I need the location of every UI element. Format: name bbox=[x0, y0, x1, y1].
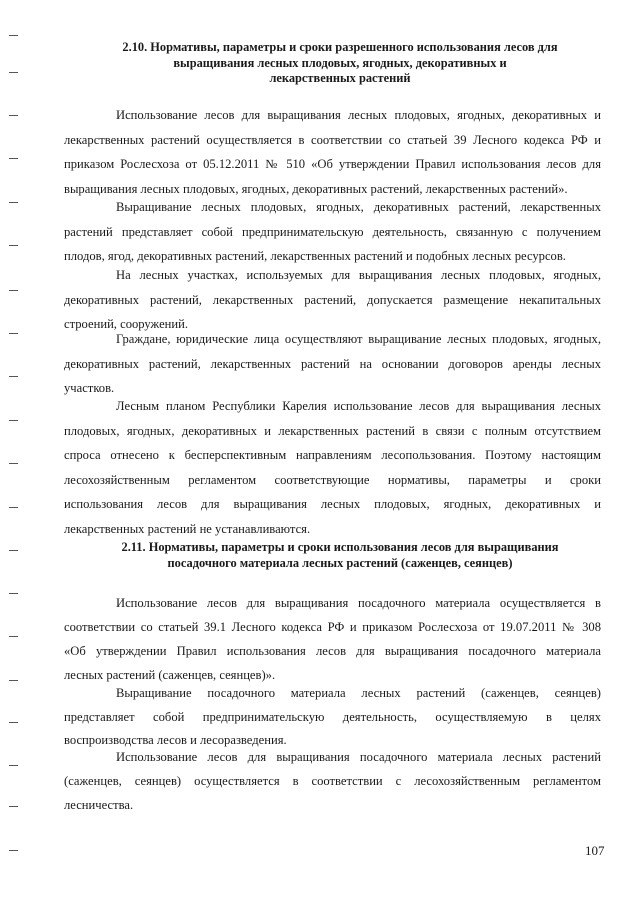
text-line: лесохозяйственным регламентом соответствующие нормативы, параметры и сроки bbox=[64, 472, 601, 487]
text-line: Выращивание посадочного материала лесных растений (саженцев, сеянцев) bbox=[116, 686, 601, 700]
text-line: Использование лесов для выращивания посадочного материала лесных растений bbox=[116, 750, 601, 764]
text-line: лекарственных растений не устанавливаются. bbox=[64, 521, 311, 536]
text-line: декоративных растений, лекарственных растений на основании договоров аренды лесных bbox=[64, 356, 601, 371]
margin-tick bbox=[9, 722, 18, 723]
section-2-10-heading bbox=[60, 40, 620, 87]
paragraph bbox=[64, 682, 601, 753]
paragraph bbox=[64, 195, 601, 269]
margin-tick bbox=[9, 507, 18, 508]
margin-tick bbox=[9, 680, 18, 681]
margin-tick bbox=[9, 35, 18, 36]
margin-tick bbox=[9, 765, 18, 766]
text-line: «Об утверждении Правил использования лесов для выращивания посадочного материала bbox=[64, 644, 601, 658]
text-line: воспроизводства лесов и лесоразведения. bbox=[64, 733, 287, 747]
margin-tick bbox=[9, 636, 18, 637]
text-line: приказом Рослесхоза от 05.12.2011 № 510 «Об утверждении Правил использования лесов для bbox=[64, 157, 601, 171]
paragraph bbox=[64, 327, 601, 401]
margin-tick bbox=[9, 245, 18, 246]
text-line: плодовых, ягодных, декоративных и лекарственных растений в связи с полным отсутствием bbox=[64, 423, 601, 438]
text-line: лекарственных растений осуществляется в соответствии со статьей 39 Лесного кодекса РФ и bbox=[64, 132, 601, 147]
text-line: лесничества. bbox=[64, 798, 134, 812]
text-line: лесных растений (саженцев, сеянцев)». bbox=[64, 668, 276, 682]
text-line: декоративных растений, лекарственных растений, допускается размещение некапитальных bbox=[64, 292, 601, 307]
page-number: 107 bbox=[585, 843, 605, 858]
text-line: Использование лесов для выращивания посадочного материала осуществляется в bbox=[116, 596, 601, 610]
margin-tick bbox=[9, 72, 18, 73]
paragraph bbox=[64, 745, 601, 817]
heading-line: посадочного материала лесных растений (саженцев, сеянцев) bbox=[167, 555, 513, 570]
text-line: участков. bbox=[64, 381, 115, 395]
heading-line: лекарственных растений bbox=[269, 71, 411, 85]
margin-tick bbox=[9, 333, 18, 334]
paragraph bbox=[64, 591, 601, 687]
text-line: строений, сооружений. bbox=[64, 317, 189, 331]
heading-line: 2.10. Нормативы, параметры и сроки разрешенного использования лесов для bbox=[122, 40, 558, 54]
text-line: плодов, ягод, декоративных растений, лекарственных растений и подобных лесных ресурсов. bbox=[64, 249, 566, 263]
margin-tick bbox=[9, 158, 18, 159]
text-line: Выращивание лесных плодовых, ягодных, декоративных растений, лекарственных bbox=[116, 200, 601, 214]
text-line: растений представляет собой предпринимательскую деятельность, связанную с получением bbox=[64, 224, 601, 239]
margin-tick bbox=[9, 463, 18, 464]
margin-tick-marks bbox=[9, 0, 23, 905]
margin-tick bbox=[9, 115, 18, 116]
text-line: На лесных участках, используемых для выращивания лесных плодовых, ягодных, bbox=[116, 268, 601, 282]
text-line: Использование лесов для выращивания лесных плодовых, ягодных, декоративных и bbox=[116, 108, 601, 122]
text-line: использования лесов для выращивания лесных плодовых, ягодных, декоративных и bbox=[64, 497, 601, 511]
margin-tick bbox=[9, 850, 18, 851]
text-line: Граждане, юридические лица осуществляют выращивание лесных плодовых, ягодных, bbox=[116, 332, 601, 346]
margin-tick bbox=[9, 376, 18, 377]
text-line: выращивания лесных плодовых, ягодных, декоративных растений, лекарственных растений». bbox=[64, 181, 568, 196]
margin-tick bbox=[9, 550, 18, 551]
text-line: соответствии со статьей 39.1 Лесного кодекса РФ и приказом Рослесхоза от 19.07.2011 № 308 bbox=[64, 620, 601, 634]
text-line: представляет собой предпринимательскую деятельность, осуществляемую в целях bbox=[64, 709, 601, 724]
text-line: спроса отнесено к бесперспективным направлениям лесопользования. Поэтому настоящим bbox=[64, 448, 601, 462]
margin-tick bbox=[9, 806, 18, 807]
margin-tick bbox=[9, 202, 18, 203]
heading-line: выращивания лесных плодовых, ягодных, декоративных и bbox=[173, 55, 507, 70]
paragraph bbox=[64, 103, 601, 201]
paragraph bbox=[64, 263, 601, 337]
margin-tick bbox=[9, 420, 18, 421]
text-line: Лесным планом Республики Карелия использование лесов для выращивания лесных bbox=[116, 399, 601, 413]
heading-line: 2.11. Нормативы, параметры и сроки использования лесов для выращивания bbox=[121, 540, 559, 554]
margin-tick bbox=[9, 593, 18, 594]
text-line: (саженцев, сеянцев) осуществляется в соответствии с лесохозяйственным регламентом bbox=[64, 774, 601, 788]
section-2-11-heading bbox=[60, 540, 620, 571]
paragraph bbox=[64, 394, 601, 541]
margin-tick bbox=[9, 290, 18, 291]
